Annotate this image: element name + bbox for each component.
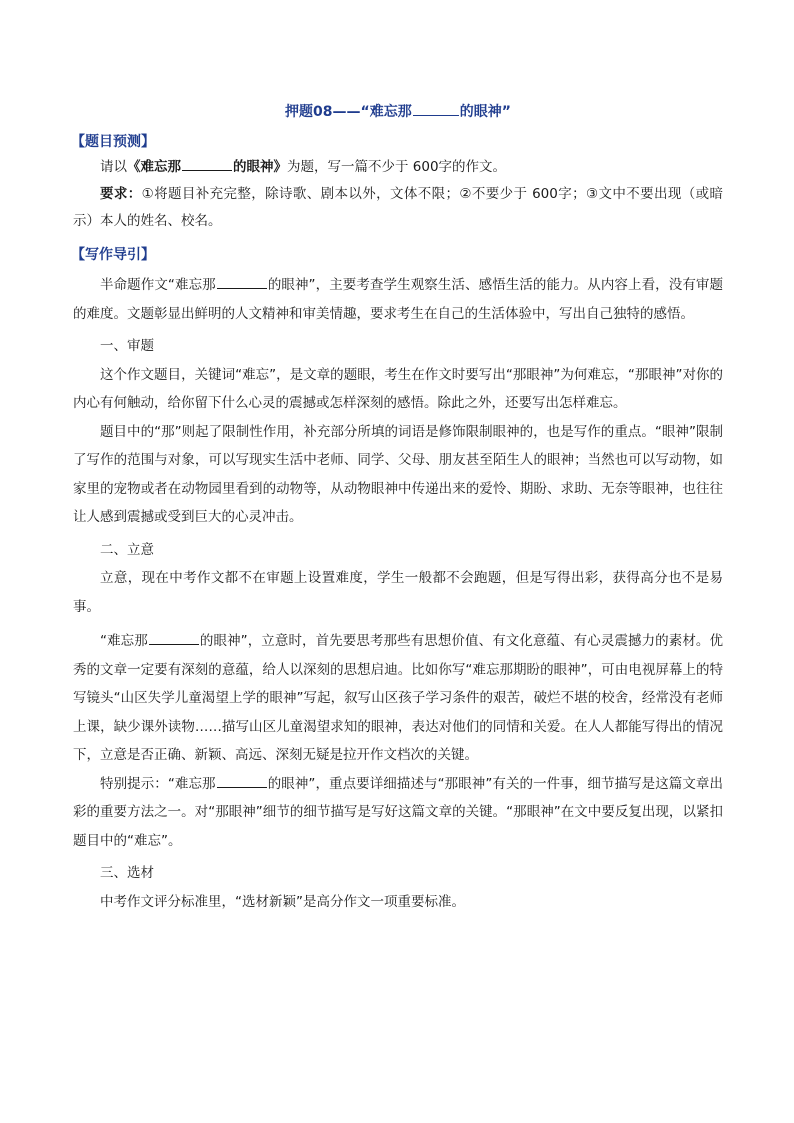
section2-paragraph-1: 立意，现在中考作文都不在审题上设置难度，学生一般都不会跑题，但是写得出彩，获得高分也不是易事。 [73, 570, 723, 615]
prompt-before: 请以 [100, 159, 127, 175]
title-suffix: 的眼神” [459, 104, 511, 120]
title-prefix: 押题08——“难忘那 [285, 104, 412, 120]
requirements-paragraph [73, 181, 723, 235]
intro-paragraph [73, 271, 723, 328]
section-heading-2: 二、立意 [100, 541, 154, 558]
section2-paragraph-2 [73, 627, 723, 770]
title-blank [413, 102, 459, 116]
prompt-title-open: 《难忘那 [127, 159, 181, 175]
requirements-text: ①将题目补充完整，除诗歌、剧本以外，文体不限；②不要少于 600字；③文中不要出现（或暗示）本人的姓名、校名。 [73, 186, 723, 229]
section1-paragraph-2: 题目中的“那”则起了限制性作用，补充部分所填的词语是修饰限制眼神的，也是写作的重点。“眼神”限制了写作的范围与对象，可以写现实生活中老师、同学、父母、朋友甚至陌生人的眼神；当然也可以写动物，如家里的宠物或者在动物园里看到的动物等，从动物眼神中传递出来的爱怜、期盼、求助、无奈等眼神，也往往让人感到震撼或受到巨大的心灵冲击。 [73, 423, 723, 525]
s2p2-before: “难忘那 [100, 633, 148, 649]
section2-paragraph-3 [73, 770, 723, 856]
intro-before: 半命题作文“难忘那 [100, 277, 216, 293]
intro-after: 的眼神”，主要考查学生观察生活、感悟生活的能力。从内容上看，没有审题的难度。文题彰显出鲜明的人文精神和审美情趣，要求考生在自己的生活体验中，写出自己独特的感悟。 [73, 277, 723, 322]
section-heading-3: 三、选材 [100, 865, 154, 881]
prompt-title-close: 的眼神》 [233, 159, 287, 175]
prompt-paragraph [73, 154, 723, 181]
section1-paragraph-1: 这个作文题目，关键词“难忘”，是文章的题眼，考生在作文时要写出“那眼神”为何难忘，“那眼神”对你的内心有何触动，给你留下什么心灵的震撼或怎样深刻的感悟。除此之外，还要写出怎样难忘。 [73, 366, 723, 411]
guide-tag: 【写作导引】 [71, 247, 155, 263]
s2p2-blank [149, 631, 199, 645]
s2p3-before: 特别提示：“难忘那 [100, 775, 216, 792]
requirements-label: 要求： [100, 186, 142, 202]
prompt-blank [182, 157, 232, 171]
section3-paragraph-1: 中考作文评分标准里，“选材新颖”是高分作文一项重要标准。 [100, 893, 465, 910]
intro-blank [217, 275, 267, 289]
s2p2-after: 的眼神”，立意时，首先要思考那些有思想价值、有文化意蕴、有心灵震撼力的素材。优秀的文章一定要有深刻的意蕴，给人以深刻的思想启迪。比如你写“难忘那期盼的眼神”，可由电视屏幕上的特写镜头“山区失学儿童渴望上学的眼神”写起，叙写山区孩子学习条件的艰苦，破烂不堪的校舍，经常没有老师上课，缺少课外读物……描写山区儿童渴望求知的眼神，表达对他们的同情和关爱。在人人都能写得出的情况下，立意是否正确、新颖、高远、深刻无疑是拉开作文档次的关键。 [73, 633, 723, 763]
prediction-tag: 【题目预测】 [71, 134, 155, 150]
prompt-after: 为题，写一篇不少于 600字的作文。 [287, 159, 507, 175]
s2p3-blank [217, 774, 267, 788]
s2p3-after: 的眼神”，重点要详细描述与“那眼神”有关的一件事，细节描写是这篇文章出彩的重要方法之一。对“那眼神”细节的细节描写是写好这篇文章的关键。“那眼神”在文中要反复出现，以紧扣题目中的“难忘”。 [73, 775, 724, 849]
page-title [73, 102, 723, 122]
section-heading-1: 一、审题 [100, 338, 154, 354]
document-body [73, 102, 723, 916]
